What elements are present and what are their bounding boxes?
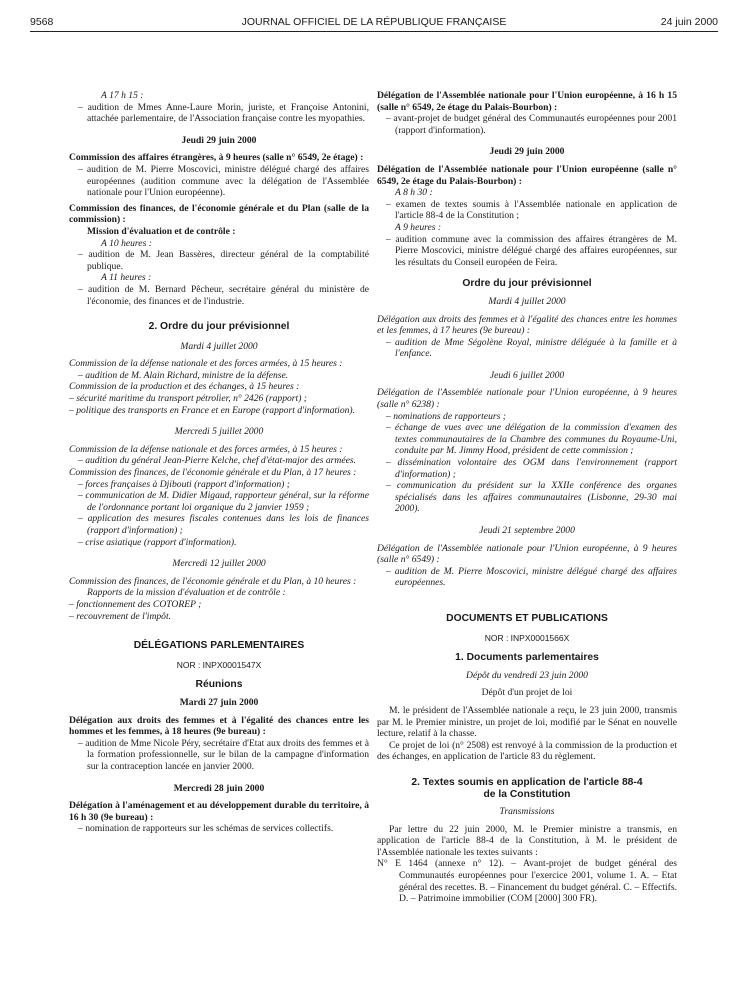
right-column — [377, 90, 677, 905]
section-heading: 2. Ordre du jour prévisionnel — [148, 321, 290, 333]
agenda-item: – recouvrement de l'impôt. — [69, 610, 172, 622]
date-heading: Dépôt du vendredi 23 juin 2000 — [466, 669, 588, 681]
agenda-item: – politique des transports en France et en Europe (rapport d'information). — [69, 404, 356, 416]
agenda-item: – examen de textes soumis à l'Assemblée nationale en application de l'article 88-4 de la Constitution ; — [386, 198, 677, 222]
committee-line: Délégation aux droits des femmes et à l'égalité des chances entre les hommes et les femmes, à 18 heures (9e bureau) : — [69, 714, 369, 738]
section-heading: DÉLÉGATIONS PARLEMENTAIRES — [133, 640, 305, 652]
document-entry: N° E 1464 (annexe n° 12). – Avant-projet de budget général des Communautés européennes pour l'exercice 2001, volume 1. A. – Etat général des recettes. B. – Financement du budget général. C. – Effectifs. D. – Patrimoine immobilier (COM [2000] 300 FR). — [377, 858, 677, 905]
date-heading: Mercredi 5 juillet 2000 — [174, 426, 264, 438]
paragraph: M. le président de l'Assemblée nationale a reçu, le 23 juin 2000, transmis par M. le Premier ministre, un projet de loi, modifié par le Sénat en nouvelle lecture, relatif à la chasse. — [377, 704, 677, 740]
date-heading: Jeudi 6 juillet 2000 — [489, 369, 565, 381]
time-label: A 9 heures : — [395, 221, 442, 233]
date-heading: Mercredi 12 juillet 2000 — [172, 558, 266, 570]
agenda-item: – échange de vues avec une délégation de la commission d'examen des textes communautaires de la Chambre des communes du Royaume-Uni, conduite par M. Jimmy Hood, président de cette commission ; — [386, 422, 677, 457]
transmissions-heading: Transmissions — [499, 806, 555, 818]
date-heading: Mardi 4 juillet 2000 — [180, 340, 258, 352]
page-header — [30, 12, 718, 30]
committee-line: Commission de la défense nationale et des forces armées, à 15 heures : — [69, 443, 343, 455]
nor-reference: NOR : INPX0001547X — [176, 659, 262, 670]
committee-line: Commission des finances, de l'économie générale et du Plan, à 10 heures : — [69, 575, 357, 587]
committee-line: Délégation aux droits des femmes et à l'égalité des chances entre les hommes et les femmes, à 17 heures (9e bureau) : — [377, 313, 677, 337]
time-label: A 11 heures : — [101, 272, 152, 284]
agenda-item: – audition de M. Pierre Moscovici, ministre délégué chargé des affaires européennes. — [386, 565, 677, 589]
page-number: 9568 — [30, 16, 54, 28]
agenda-item: – application des mesures fiscales contenues dans les lois de finances (rapport d'information) ; — [78, 513, 369, 536]
committee-line: Commission de la production et des échanges, à 15 heures : — [69, 381, 300, 393]
agenda-item: – audition de Mme Ségolène Royal, ministre déléguée à la famille et à l'enfance. — [386, 336, 677, 360]
agenda-item: – audition de M. Alain Richard, ministre de la défense. — [78, 369, 289, 381]
agenda-item: – sécurité maritime du transport pétrolier, n° 2426 (rapport) ; — [69, 393, 307, 405]
day-heading: Jeudi 29 juin 2000 — [181, 134, 257, 146]
subsection-heading: Réunions — [195, 679, 243, 691]
journal-title: JOURNAL OFFICIEL DE LA RÉPUBLIQUE FRANÇAISE — [241, 16, 507, 28]
committee-line: Commission de la défense nationale et des forces armées, à 15 heures : — [69, 358, 343, 370]
committee-line: Délégation de l'Assemblée nationale pour l'Union européenne (salle n° 6549, 2e étage du Palais-Bourbon) : — [377, 163, 677, 187]
section-heading: DOCUMENTS ET PUBLICATIONS — [446, 612, 608, 624]
committee-line: Délégation de l'Assemblée nationale pour l'Union européenne, à 9 heures (salle n° 6549) : — [377, 542, 677, 566]
subsection-heading: 2. Textes soumis en application de l'article 88-4 — [411, 776, 643, 788]
section-heading: Ordre du jour prévisionnel — [462, 278, 592, 290]
header-rule — [30, 31, 718, 32]
day-heading: Mercredi 28 juin 2000 — [173, 782, 265, 794]
agenda-item: – audition du général Jean-Pierre Kelche, chef d'état-major des armées. — [78, 455, 356, 467]
agenda-item: – communication du président sur la XXIIe conférence des organes spécialisés dans les affaires communautaires (Lisbonne, 29-30 mai 2000). — [386, 480, 677, 515]
paragraph: Par lettre du 22 juin 2000, M. le Premier ministre a transmis, en application de l'article 88-4 de la Constitution, à M. le président de l'Assemblée nationale les textes suivants : — [377, 823, 677, 858]
agenda-item: – audition de M. Bernard Pêcheur, secrétaire général du ministère de l'économie, des finances et de l'industrie. — [78, 283, 369, 307]
agenda-item: – fonctionnement des COTOREP ; — [69, 598, 202, 610]
subsection-heading-cont: de la Constitution — [483, 788, 571, 800]
left-column — [69, 90, 369, 835]
committee-line: Commission des affaires étrangères, à 9 heures (salle n° 6549, 2e étage) : — [69, 152, 364, 164]
day-heading: Mardi 27 juin 2000 — [179, 696, 259, 708]
agenda-item: – audition de Mmes Anne-Laure Morin, juriste, et Françoise Antonini, attachée parlementaire, de l'Association française contre les myopathies. — [78, 101, 369, 125]
mission-label: Rapports de la mission d'évaluation et de contrôle : — [87, 587, 286, 599]
time-label: A 8 h 30 : — [395, 187, 433, 199]
agenda-item: – avant-projet de budget général des Communautés européennes pour 2001 (rapport d'information). — [386, 113, 677, 136]
nor-reference: NOR : INPX0001566X — [484, 632, 570, 643]
committee-line: Délégation de l'Assemblée nationale pour l'Union européenne, à 9 heures (salle n° 6238) : — [377, 387, 677, 411]
time-label: A 10 heures : — [101, 237, 152, 249]
time-label: A 17 h 15 : — [101, 90, 144, 101]
committee-line: Délégation à l'aménagement et au développement durable du territoire, à 16 h 30 (9e bureau) : — [69, 800, 369, 823]
agenda-item: – audition de Mme Nicole Péry, secrétaire d'Etat aux droits des femmes et à la formation professionnelle, sur le bilan de la campagne d'information sur la contraception lancée en janvier 2000. — [78, 737, 369, 772]
mission-label: Mission d'évaluation et de contrôle : — [87, 225, 236, 237]
deposit-heading: Dépôt d'un projet de loi — [481, 687, 573, 699]
subsection-heading: 1. Documents parlementaires — [455, 652, 599, 664]
agenda-item: – communication de M. Didier Migaud, rapporteur général, sur la réforme de l'ordonnance portant loi organique du 2 janvier 1959 ; — [78, 490, 369, 513]
issue-date: 24 juin 2000 — [660, 16, 718, 28]
agenda-item: – nomination de rapporteurs sur les schémas de services collectifs. — [78, 823, 334, 835]
committee-line: Commission des finances, de l'économie générale et du Plan (salle de la commission) : — [69, 202, 369, 226]
agenda-item: – forces françaises à Djibouti (rapport d'information) ; — [78, 478, 290, 490]
committee-line: Délégation de l'Assemblée nationale pour l'Union européenne, à 16 h 15 (salle n° 6549, 2e étage du Palais-Bourbon) : — [377, 90, 677, 113]
paragraph: Ce projet de loi (n° 2508) est renvoyé à la commission de la production et des échanges, en application de l'article 83 du règlement. — [377, 739, 677, 763]
date-heading: Mardi 4 juillet 2000 — [488, 295, 566, 307]
committee-line: Commission des finances, de l'économie générale et du Plan, à 17 heures : — [69, 467, 357, 479]
agenda-item: – audition de M. Pierre Moscovici, ministre délégué chargé des affaires européennes (audition commune avec la délégation de l'Assemblée nationale pour l'Union européenne). — [78, 163, 369, 199]
agenda-item: – dissémination volontaire des OGM dans l'environnement (rapport d'information) ; — [386, 457, 677, 480]
day-heading: Jeudi 29 juin 2000 — [489, 146, 565, 158]
agenda-item: – audition de M. Jean Bassères, directeur général de la comptabilité publique. — [78, 249, 369, 272]
agenda-item: – nominations de rapporteurs ; — [386, 410, 506, 422]
date-heading: Jeudi 21 septembre 2000 — [479, 525, 575, 536]
agenda-item: – crise asiatique (rapport d'information). — [78, 536, 237, 548]
agenda-item: – audition commune avec la commission des affaires étrangères de M. Pierre Moscovici, ministre délégué chargé des affaires européennes, sur les résultats du Conseil européen de Feira. — [386, 233, 677, 268]
